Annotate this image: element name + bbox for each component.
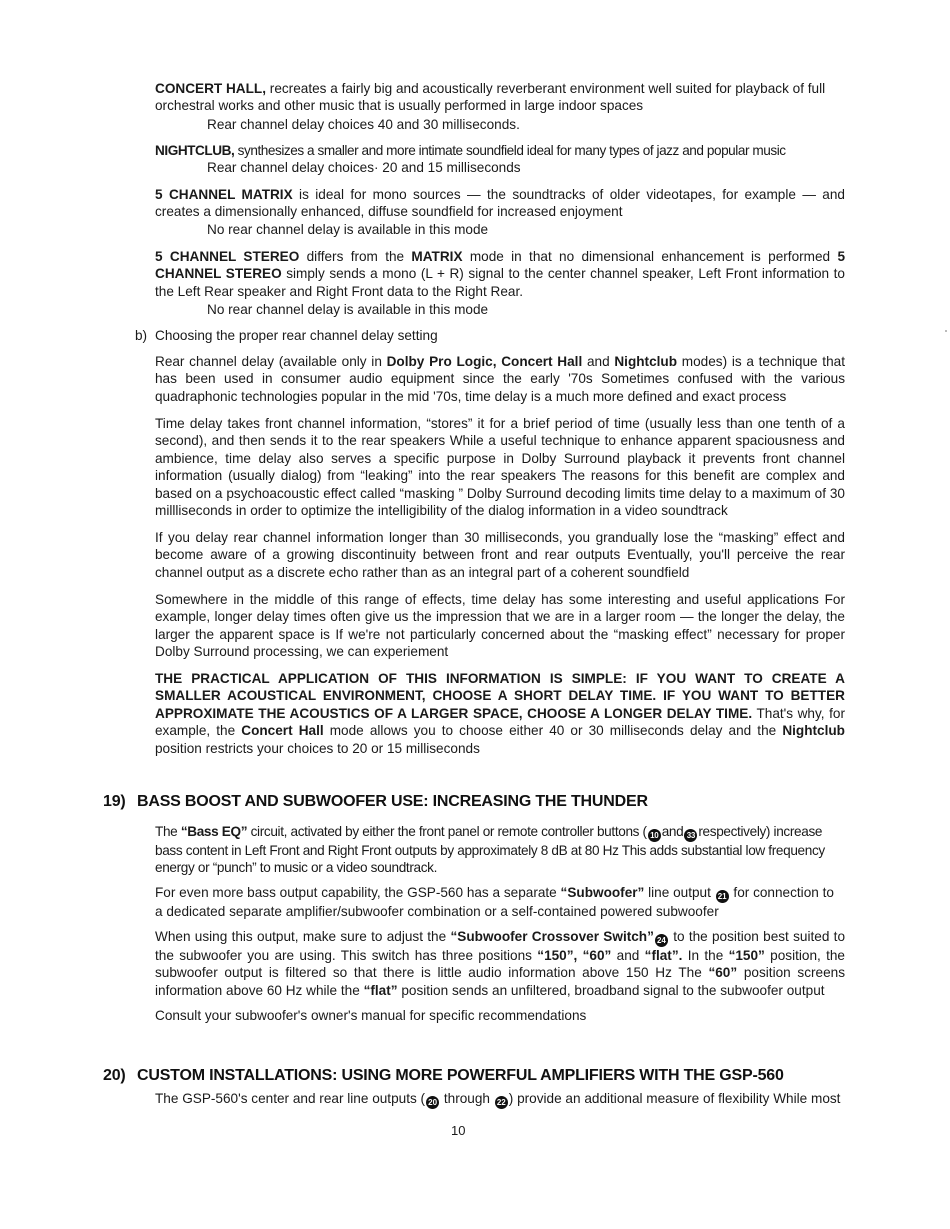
section-20-heading (103, 1067, 784, 1085)
subsection-b (135, 327, 835, 344)
scan-speck (945, 330, 947, 332)
subsection-title: Choosing the proper rear channel delay setting (155, 328, 438, 343)
concert-hall-paragraph (155, 80, 845, 115)
page-number: 10 (451, 1123, 466, 1138)
section-19-heading (103, 793, 648, 811)
concert-hall-desc: recreates a fairly big and acoustically reverberant environment well suited for playback of full orchestral works and other music that is usually performed in large indoor spaces (155, 81, 826, 114)
section-20-number: 20) (103, 1067, 126, 1084)
stereo-paragraph: 5 CHANNEL STEREO differs from the MATRIX mode in that no dimensional enhancement is performed 5 CHANNEL STEREO simply sends a mono (L + R) signal to the center channel speaker, Left Front information to the Left Rear speaker and Right Front data to the Right Rear. (155, 249, 845, 299)
time-delay-paragraph: Time delay takes front channel information, “stores” it for a brief period of time (usually less than one tenth of a second), and then sends it to the rear speakers While a useful technique to enhance apparent spaciousness and ambience, time delay also serves a specific purpose in Dolby Surround playback it prevents front channel information (usually dialog) from “leaking” into the rear speakers The reasons for this benefit are complex and based on a psychoacoustic effect called “masking ” Dolby Surround decoding limits time delay to a maximum of 30 millliseconds in order to optimize the intelligibility of the dialog information in a video soundtrack (155, 416, 845, 519)
matrix-paragraph (155, 186, 845, 221)
remote-callout-icon: 33 (684, 829, 697, 842)
rear-output-callout-icon: 22 (495, 1096, 508, 1109)
matrix-ref: MATRIX (411, 249, 463, 264)
stereo-delay: No rear channel delay is available in this mode (207, 302, 489, 317)
nightclub-delay: Rear channel delay choices· 20 and 15 milliseconds (207, 160, 521, 175)
subwoofer-output-callout-icon: 21 (716, 890, 729, 903)
subsection-label: b) (135, 328, 148, 343)
section-19-title: BASS BOOST AND SUBWOOFER USE: INCREASING THE THUNDER (137, 793, 648, 810)
stereo-term: 5 CHANNEL STEREO (155, 249, 300, 264)
consult-manual-paragraph: Consult your subwoofer's owner's manual for specific recommendations (155, 1008, 587, 1023)
matrix-delay: No rear channel delay is available in this mode (207, 222, 489, 237)
applications-paragraph: Somewhere in the middle of this range of effects, time delay has some interesting and useful applications For example, longer delay times often give us the impression that we are in a larger room — the longer the delay, the larger the apparent space is If we're not particularly concerned about the “masking effect” necessary for proper Dolby Surround processing, we can experiement (155, 592, 845, 660)
nightclub-desc: synthesizes a smaller and more intimate soundfield ideal for many types of jazz and popular music (234, 143, 786, 158)
crossover-switch-callout-icon: 24 (655, 934, 668, 947)
front-panel-callout-icon: 10 (648, 829, 661, 842)
section-20-title: CUSTOM INSTALLATIONS: USING MORE POWERFUL AMPLIFIERS WITH THE GSP-560 (137, 1067, 784, 1084)
rear-delay-paragraph: Rear channel delay (available only in Dolby Pro Logic, Concert Hall and Nightclub modes) is a technique that has been used in consumer audio equipment since the early '70s Sometimes confused with the various quadraphonic technologies popular in the mid '70s, time delay is a much more defined and exact process (155, 354, 845, 404)
center-output-callout-icon: 20 (426, 1096, 439, 1109)
matrix-term: 5 CHANNEL MATRIX (155, 187, 293, 202)
nightclub-paragraph (155, 142, 845, 159)
masking-paragraph: If you delay rear channel information longer than 30 milliseconds, you grandually lose the “masking” effect and become aware of a growing discontinuity between front and rear outputs Eventually, you'll perceive the rear channel output as a discrete echo rather than as an integral part of a coherent soundfield (155, 530, 845, 580)
nightclub-term: NIGHTCLUB, (155, 143, 235, 158)
crossover-paragraph: When using this output, make sure to adjust the “Subwoofer Crossover Switch” 24 to the position best suited to the subwoofer you are using. This switch has three positions “150”, “60” and “flat”. In the “150” position, the subwoofer output is filtered so that there is little audio information above 150 Hz The “60” position screens information above 60 Hz while the “flat” position sends an unfiltered, broadband signal to the subwoofer output (155, 929, 846, 998)
bass-eq-paragraph: The “Bass EQ” circuit, activated by either the front panel or remote controller buttons ( 10 and 33 respectively) increase bass content in Left Front and Right Front outputs by approximately 8 dB at 80 Hz This adds substantial low frequency energy or “punch” to music or a video soundtrack. (155, 824, 825, 876)
custom-install-paragraph: The GSP-560's center and rear line outputs ( 20 through 22 ) provide an additional measure of flexibility While most (155, 1091, 841, 1107)
concert-hall-term: CONCERT HALL, (155, 81, 267, 96)
subwoofer-output-paragraph: For even more bass output capability, the GSP-560 has a separate “Subwoofer” line output 21 for connection to a dedicated separate amplifier/subwoofer combination or a self-contained powered subwoofer (155, 885, 834, 919)
practical-paragraph: THE PRACTICAL APPLICATION OF THIS INFORMATION IS SIMPLE: IF YOU WANT TO CREATE A SMALLER ACOUSTICAL ENVIRONMENT, CHOOSE A SHORT DELAY TIME. IF YOU WANT TO BETTER APPROXIMATE THE ACOUSTICS OF A LARGER SPACE, CHOOSE A LONGER DELAY TIME. That's why, for example, the Concert Hall mode allows you to choose either 40 or 30 milliseconds delay and the Nightclub position restricts your choices to 20 or 15 milliseconds (155, 671, 845, 756)
matrix-desc: is ideal for mono sources — the soundtracks of older videotapes, for example — and creates a dimensionally enhanced, diffuse soundfield for increased enjoyment (155, 187, 845, 220)
concert-hall-delay: Rear channel delay choices 40 and 30 milliseconds. (207, 117, 520, 132)
section-19-number: 19) (103, 793, 126, 810)
practical-emphasis: THE PRACTICAL APPLICATION OF THIS INFORMATION IS SIMPLE: IF YOU WANT TO CREATE A SMALLER ACOUSTICAL ENVIRONMENT, CHOOSE A SHORT DELAY TIME. IF YOU WANT TO BETTER APPROXIMATE THE ACOUSTICS OF A LARGER SPACE, CHOOSE A LONGER DELAY TIME. (155, 671, 845, 721)
stereo-term-2: 5 CHANNEL STEREO (155, 249, 845, 282)
